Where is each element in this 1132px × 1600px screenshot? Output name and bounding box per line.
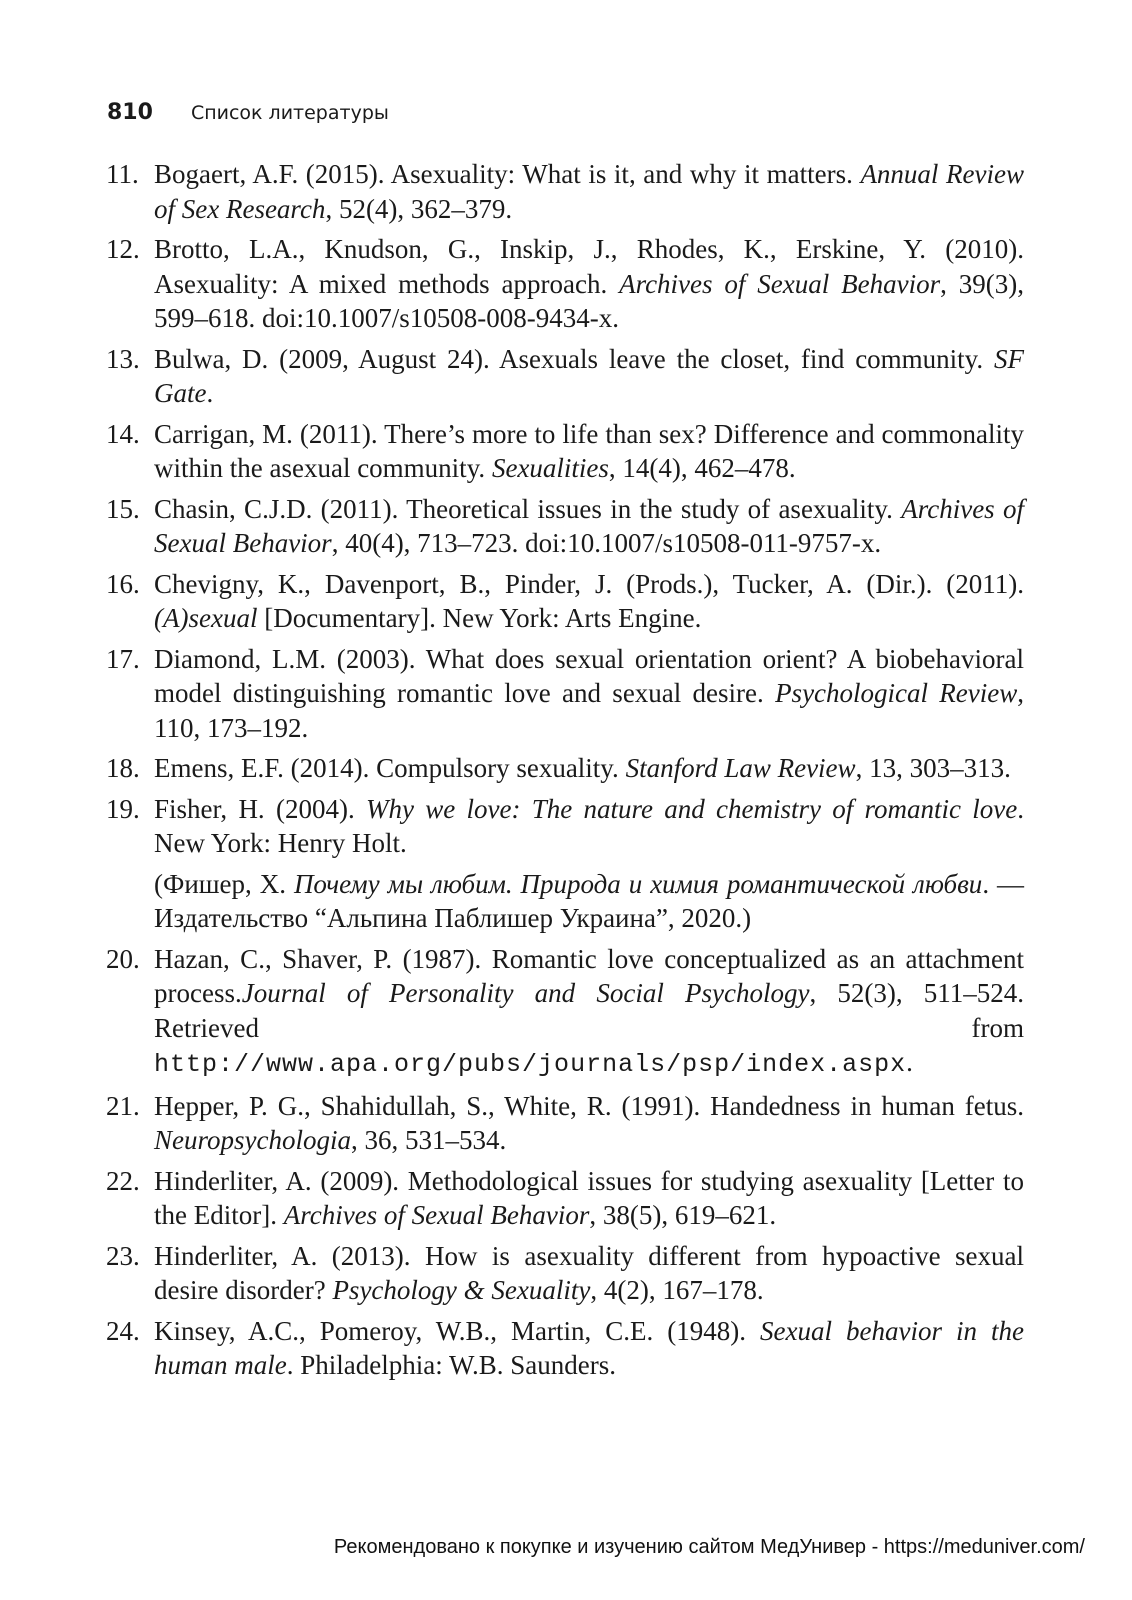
reference-segment: Chasin, C.J.D. (2011). Theoretical issues in the study of asexuality. — [154, 493, 902, 524]
reference-number: 14. — [106, 418, 140, 449]
reference-item — [106, 417, 1024, 486]
reference-text — [154, 1314, 1024, 1383]
reference-source-title: Neuropsychologia — [154, 1125, 351, 1155]
reference-segment: Bulwa, D. (2009, August 24). Asexuals leave the closet, find community. — [154, 343, 994, 374]
reference-source-title: Annual Review of Sex Research — [154, 159, 1024, 224]
reference-number: 11. — [106, 159, 139, 189]
reference-text — [154, 751, 1024, 786]
reference-segment: , 13, 303–313. — [855, 753, 1011, 783]
reference-source-title: Archives of Sexual Behavior — [283, 1200, 590, 1230]
reference-segment: [Documentary]. New York: Arts Engine. — [257, 603, 702, 633]
reference-source-title: Sexualities — [491, 453, 609, 483]
reference-segment: , 14(4), 462–478. — [608, 453, 796, 483]
reference-item — [106, 792, 1024, 936]
running-title: Список литературы — [190, 102, 389, 124]
reference-segment: Hinderliter, A. (2009). Methodological issues for studying asexuality [Letter to the Editor]. — [154, 1165, 1024, 1230]
reference-segment: Hinderliter, A. (2013). How is asexuality different from hypoactive sexual desire disorder? — [154, 1240, 1024, 1305]
reference-url[interactable]: http://www.apa.org/pubs/journals/psp/index.aspx — [154, 1050, 907, 1079]
reference-source-title: Stanford Law Review — [625, 753, 856, 783]
reference-text — [154, 157, 1024, 226]
reference-number: 22. — [106, 1165, 140, 1196]
reference-item — [106, 942, 1024, 1083]
translation-title: Почему мы любим. Природа и химия романтической любви — [293, 868, 983, 899]
reference-translation — [154, 867, 1024, 936]
reference-number: 24. — [106, 1315, 140, 1346]
reference-text — [154, 642, 1024, 746]
reference-text — [154, 342, 1024, 411]
reference-segment: Carrigan, M. (2011). There’s more to life than sex? Difference and commonality within the asexual community. — [154, 418, 1024, 483]
reference-number: 21. — [106, 1090, 140, 1121]
reference-source-title: SF Gate — [154, 343, 1024, 408]
reference-source-title: (A)sexual — [154, 603, 258, 633]
reference-number: 16. — [106, 568, 140, 599]
reference-number: 17. — [106, 643, 140, 674]
reference-text — [154, 1239, 1024, 1308]
reference-item — [106, 1314, 1024, 1383]
reference-segment: Fisher, H. (2004). — [154, 793, 366, 824]
translation-segment: . — Издательство “Альпина Паблишер Украина”, 2020.) — [154, 868, 1025, 933]
reference-segment: , 39(3), 599–618. doi:10.1007/s10508-008-9434-x. — [154, 268, 1024, 333]
reference-item — [106, 642, 1024, 746]
reference-text — [154, 1164, 1024, 1233]
reference-item — [106, 492, 1024, 561]
reference-segment: Emens, E.F. (2014). Compulsory sexuality. — [154, 753, 626, 783]
reference-segment: , 38(5), 619–621. — [589, 1200, 777, 1230]
reference-text — [154, 1089, 1024, 1158]
reference-item — [106, 1089, 1024, 1158]
reference-source-title: Archives of Sexual Behavior — [154, 493, 1025, 558]
page-number: 810 — [107, 100, 153, 125]
reference-item — [106, 342, 1024, 411]
reference-segment: , 40(4), 713–723. doi:10.1007/s10508-011-9757-x. — [331, 528, 882, 558]
reference-segment: . — [206, 378, 214, 408]
reference-segment: , 52(4), 362–379. — [325, 193, 513, 224]
reference-segment: , 4(2), 167–178. — [590, 1275, 764, 1305]
reference-source-title: Sexual behavior in the human male — [154, 1315, 1024, 1380]
reference-number: 20. — [106, 943, 140, 974]
page-header — [107, 100, 389, 134]
reference-segment: Kinsey, A.C., Pomeroy, W.B., Martin, C.E. (1948). — [154, 1315, 761, 1346]
reference-number: 19. — [106, 793, 140, 824]
reference-segment: Chevigny, K., Davenport, B., Pinder, J. (Prods.), Tucker, A. (Dir.). (2011). — [154, 568, 1024, 599]
footer-note: Рекомендовано к покупке и изучению сайтом МедУнивер - https://meduniver.com/ — [333, 1536, 1085, 1558]
reference-segment: , 36, 531–534. — [350, 1125, 507, 1155]
reference-text — [154, 792, 1024, 936]
reference-segment: Diamond, L.M. (2003). What does sexual orientation orient? A biobehavioral model distinguishing romantic love and sexual desire. — [154, 643, 1024, 708]
reference-item — [106, 1239, 1024, 1308]
reference-text — [154, 492, 1024, 561]
reference-number: 23. — [106, 1240, 140, 1271]
reference-text — [154, 942, 1024, 1083]
reference-source-title: Why we love: The nature and chemistry of romantic love — [365, 793, 1018, 824]
reference-item — [106, 1164, 1024, 1233]
reference-text — [154, 417, 1024, 486]
reference-text — [154, 567, 1024, 636]
reference-item — [106, 157, 1024, 226]
reference-list — [106, 157, 1024, 1389]
reference-source-title: Psychological Review — [775, 678, 1018, 708]
reference-segment: . — [906, 1047, 913, 1077]
reference-segment: Hazan, C., Shaver, P. (1987). Romantic love conceptualized as an attachment process. — [154, 943, 1024, 1008]
reference-number: 12. — [106, 234, 140, 264]
translation-segment: (Фишер, Х. — [154, 868, 294, 899]
reference-segment: , 52(3), 511–524. Retrieved from — [154, 978, 1025, 1043]
reference-segment: . New York: Henry Holt. — [154, 793, 1024, 858]
reference-number: 18. — [106, 753, 140, 783]
reference-item — [106, 232, 1024, 336]
reference-item — [106, 567, 1024, 636]
reference-segment: Bogaert, A.F. (2015). Asexuality: What is it, and why it matters. — [154, 159, 861, 189]
reference-segment: Brotto, L.A., Knudson, G., Inskip, J., Rhodes, K., Erskine, Y. (2010). Asexuality: A mixed methods approach. — [154, 234, 1024, 299]
reference-segment: . Philadelphia: W.B. Saunders. — [286, 1350, 616, 1380]
reference-number: 15. — [106, 493, 140, 524]
reference-source-title: Journal of Personality and Social Psychology — [241, 978, 810, 1008]
reference-text — [154, 232, 1024, 336]
reference-segment: , 110, 173–192. — [154, 678, 1024, 743]
reference-number: 13. — [106, 343, 140, 374]
reference-source-title: Archives of Sexual Behavior — [619, 268, 941, 299]
reference-source-title: Psychology & Sexuality — [332, 1275, 591, 1305]
reference-item — [106, 751, 1024, 786]
reference-segment: Hepper, P. G., Shahidullah, S., White, R. (1991). Handedness in human fetus. — [154, 1090, 1024, 1121]
